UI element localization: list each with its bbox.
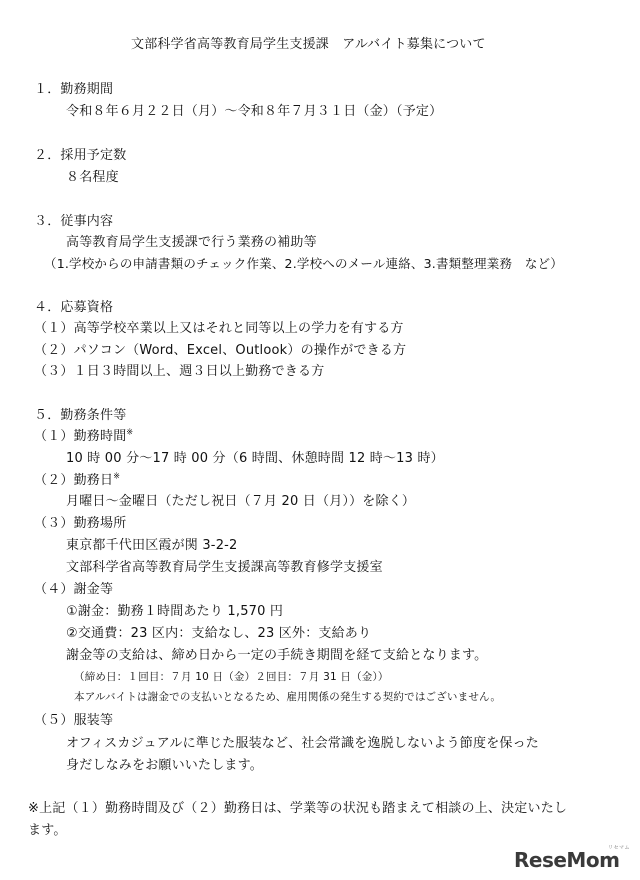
work-place-label: （３）勤務場所 (34, 516, 127, 531)
work-days-label-text: （２）勤務日 (34, 473, 114, 488)
pay-contract-note: 本アルバイトは謝金での支払いとなるため、雇用関係の発生する契約ではございません。 (74, 691, 502, 703)
pay-closing-dates: （締め日：１回目：７月 10 日（金）２回目：７月 31 日（金）） (74, 671, 389, 683)
logo-ruby: リセマム (608, 845, 630, 851)
resemom-logo (514, 844, 632, 874)
duties-summary: 高等教育局学生支援課で行う業務の補助等 (66, 235, 317, 250)
work-days-value: 月曜日～金曜日（ただし祝日（７月 20 日（月））を除く） (66, 494, 416, 509)
pay-transport: ②交通費：23 区内：支給なし、23 区外：支給あり (66, 626, 372, 641)
footnote-mark: ※ (113, 471, 121, 481)
section-1-heading: １．勤務期間 (34, 82, 114, 97)
hiring-count: ８名程度 (66, 170, 119, 185)
document-title: 文部科学省高等教育局学生支援課 アルバイト募集について (131, 37, 486, 52)
footnote-line: ます。 (28, 823, 67, 838)
work-place-address: 東京都千代田区霞が関 3-2-2 (66, 538, 238, 553)
qualification-item: （３）１日３時間以上、週３日以上勤務できる方 (34, 364, 325, 379)
work-hours-value: 10 時 00 分～17 時 00 分（6 時間、休憩時間 12 時～13 時） (66, 451, 444, 466)
logo-text: ReseMom (514, 848, 620, 872)
qualification-item: （１）高等学校卒業以上又はそれと同等以上の学力を有する方 (34, 321, 404, 336)
pay-rate: ①謝金：勤務１時間あたり 1,570 円 (66, 604, 284, 619)
section-3-heading: ３．従事内容 (34, 214, 114, 229)
section-5-heading: ５．勤務条件等 (34, 408, 127, 423)
employment-period: 令和８年６月２２日（月）～令和８年７月３１日（金）（予定） (66, 104, 443, 119)
pay-note: 謝金等の支給は、締め日から一定の手続き期間を経て支給となります。 (66, 648, 488, 663)
qualification-item: （２）パソコン（Word、Excel、Outlook）の操作ができる方 (34, 343, 407, 358)
duties-detail: （1.学校からの申請書類のチェック作業、2.学校へのメール連絡、3.書類整理業務 など） (44, 256, 563, 271)
pay-label: （４）謝金等 (34, 582, 114, 597)
footnote-line: ※上記（１）勤務時間及び（２）勤務日は、学業等の状況も踏まえて相談の上、決定いたし (28, 801, 568, 816)
dress-line: 身だしなみをお願いいたします。 (66, 758, 263, 773)
footnote-mark: ※ (126, 427, 134, 437)
section-4-heading: ４．応募資格 (34, 300, 114, 315)
section-2-heading: ２．採用予定数 (34, 148, 127, 163)
work-days-label (34, 473, 120, 489)
dress-line: オフィスカジュアルに準じた服装など、社会常識を逸脱しないよう節度を保った (66, 736, 539, 751)
dress-label: （５）服装等 (34, 713, 114, 728)
work-hours-label (34, 429, 133, 445)
work-place-office: 文部科学省高等教育局学生支援課高等教育修学支援室 (66, 560, 383, 575)
work-hours-label-text: （１）勤務時間 (34, 429, 127, 444)
